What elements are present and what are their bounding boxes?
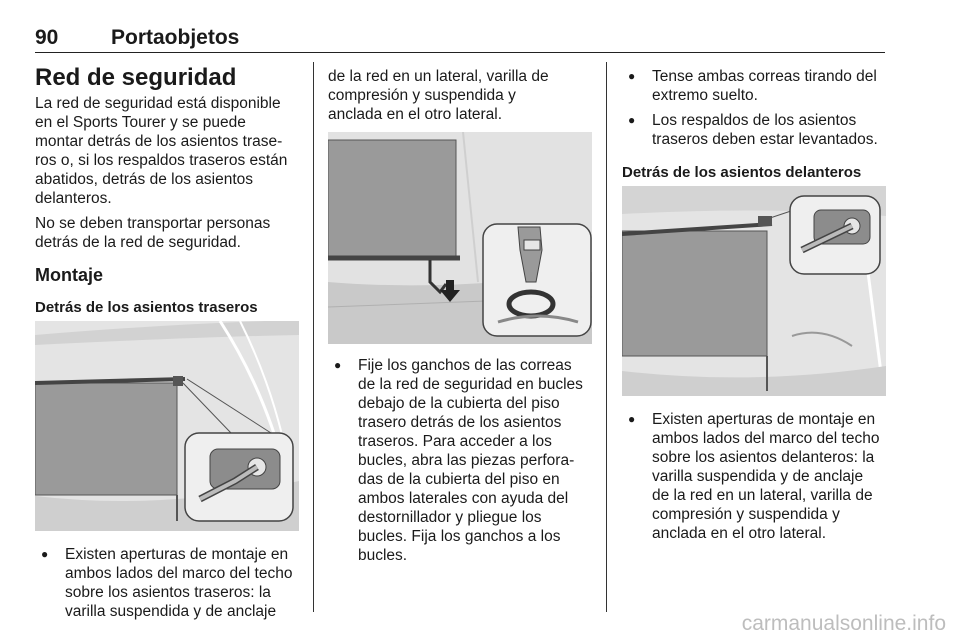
- warning-paragraph: No se deben transportar personas detrás de la red de seguridad.: [35, 215, 271, 251]
- page-title: Red de seguridad: [35, 64, 237, 91]
- floor-hooks-illustration: [328, 132, 592, 344]
- column-1: [35, 62, 299, 627]
- column-divider: [606, 62, 607, 612]
- page-number: 90: [35, 26, 59, 49]
- column-3: [622, 67, 886, 549]
- bullet-tension: ● Tense ambas correas tirando del extremo suelto.: [622, 67, 886, 105]
- bullet-front-mounting: ● Existen aperturas de montaje en ambos lados del marco del techo sobre los asientos delanteros: la varilla suspendida y de anclaje de la red en un lateral, varilla de compresión y suspendida y anclada en el otro lateral.: [622, 410, 886, 543]
- bullet-backrests: ● Los respaldos de los asientos traseros deben estar levantados.: [622, 111, 886, 149]
- rear-net-illustration: [35, 321, 299, 531]
- section-title: Portaobjetos: [111, 26, 240, 49]
- intro-paragraph: La red de seguridad está disponible en el Sports Tourer y se puede montar detrás de los asientos trase- ros o, si los respaldos traseros están abatidos, detrás de los asientos delanteros.: [35, 95, 288, 207]
- watermark: carmanualsonline.info: [741, 612, 946, 635]
- column-divider: [313, 62, 314, 612]
- page-header: [35, 24, 885, 53]
- column-2: [328, 67, 592, 571]
- bullet-rear-mounting: ● Existen aperturas de montaje en ambos lados del marco del techo sobre los asientos traseros: la varilla suspendida y de anclaje: [35, 545, 299, 621]
- front-net-illustration: [622, 186, 886, 396]
- continued-paragraph: de la red en un lateral, varilla de compresión y suspendida y anclada en el otro lateral.: [328, 68, 549, 123]
- montaje-heading: Montaje: [35, 265, 104, 285]
- rear-seats-heading: Detrás de los asientos traseros: [35, 299, 258, 316]
- front-seats-heading: Detrás de los asientos delanteros: [622, 164, 862, 181]
- bullet-hooks: ● Fije los ganchos de las correas de la red de seguridad en bucles debajo de la cubierta del piso trasero detrás de los asientos traseros. Para acceder a los bucles, abra las piezas perfora- das de la cubierta del piso en ambos laterales con ayuda del destornillador y pliegue los bucles. Fija los ganchos a los bucles.: [328, 356, 592, 565]
